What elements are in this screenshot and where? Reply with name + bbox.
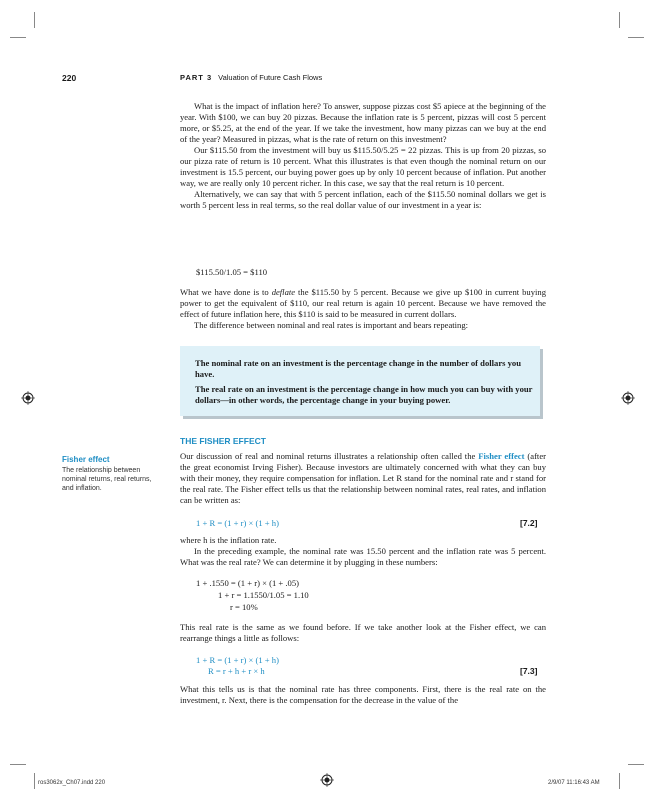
- part-label: PART 3: [180, 73, 213, 82]
- part-title: Valuation of Future Cash Flows: [218, 73, 323, 82]
- paragraph: This real rate is the same as we found before. If we take another look at the Fisher effect, we can rearrange things a little as follows:: [180, 622, 546, 643]
- key-term: Fisher effect: [478, 451, 525, 461]
- registration-mark-icon: [21, 391, 35, 405]
- equation-7-3b: R = r + h + r × h: [208, 666, 265, 676]
- file-slug: ros3062x_Ch07.indd 220: [38, 780, 106, 786]
- paragraph: The difference between nominal and real rates is important and bears repeating:: [194, 320, 469, 330]
- equation-7-3a: 1 + R = (1 + r) × (1 + h): [196, 655, 279, 665]
- body-text-bottom: [180, 684, 546, 706]
- crop-mark: [10, 764, 26, 765]
- page-number: 220: [62, 73, 77, 83]
- callout-box: [180, 346, 540, 416]
- crop-mark: [628, 764, 644, 765]
- equation-number: [7.2]: [520, 518, 538, 528]
- deflate-equation: $115.50/1.05 = $110: [196, 267, 268, 277]
- paragraph: In the preceding example, the nominal rate was 15.50 percent and the inflation rate was 5 percent. What was the real rate? We can determine it by plugging in these numbers:: [180, 546, 546, 567]
- emphasis: deflate: [271, 287, 296, 297]
- registration-mark-icon: [621, 391, 635, 405]
- callout-line: The real rate on an investment is the percentage change in how much you can buy with your dollars—in other words, the percentage change in your buying power.: [195, 384, 533, 405]
- body-text-top: [180, 101, 546, 211]
- crop-mark: [619, 12, 620, 28]
- equation-7-2: 1 + R = (1 + r) × (1 + h): [196, 518, 279, 528]
- paragraph: What is the impact of inflation here? To answer, suppose pizzas cost $5 apiece at the beginning of the year. With $100, we can buy 20 pizzas. Because the inflation rate is 5 percent, pizzas will cost 5 percent more, or $5.25, at the end of the year. If we take the investment, how many pizzas can we buy at the end of the year? Measured in pizzas, what is the rate of return on this investment?: [180, 101, 546, 144]
- sidebar-definition: The relationship between nominal returns, real returns, and inflation.: [62, 467, 152, 492]
- crop-mark: [619, 773, 620, 789]
- calc-line: 1 + r = 1.1550/1.05 = 1.10: [218, 590, 309, 600]
- paragraph: where h is the inflation rate.: [180, 535, 277, 545]
- fisher-paragraph: [180, 451, 546, 506]
- section-title: THE FISHER EFFECT: [180, 436, 266, 446]
- crop-mark: [34, 773, 35, 789]
- paragraph: What we have done is to deflate the $115.50 by 5 percent. Because we give up $100 in current buying power to get the equivalent of $110, our real return is again 10 percent. Because we have removed the effect of future inflation here, this $110 is said to be measured in current dollars.: [180, 287, 546, 319]
- crop-mark: [34, 12, 35, 28]
- body-text-lower: [180, 535, 546, 568]
- body-text-para7: [180, 622, 546, 644]
- crop-mark: [10, 37, 26, 38]
- paragraph: Our $115.50 from the investment will buy us $115.50/5.25 = 22 pizzas. This is up from 20 pizzas, so our pizza rate of return is 10 percent. What this illustrates is that even though the nominal return on our investment is 15.5 percent, our buying power goes up by only 10 percent because of inflation. Put another way, we are really only 10 percent richer. In this case, we say that the real return is 10 percent.: [180, 145, 546, 188]
- calc-line: r = 10%: [230, 602, 258, 612]
- sidebar-term: Fisher effect: [62, 455, 110, 464]
- paragraph: Alternatively, we can say that with 5 percent inflation, each of the $115.50 nominal dollars we get is worth 5 percent less in real terms, so the real dollar value of our investment in a year is:: [180, 189, 546, 210]
- paragraph: Our discussion of real and nominal returns illustrates a relationship often called the Fisher effect (after the great economist Irving Fisher). Because investors are ultimately concerned with what they can buy with their money, they require compensation for inflation. Let R stand for the nominal rate and r stand for the real rate. The Fisher effect tells us that the relationship between nominal rates, real rates, and inflation can be written as:: [180, 451, 546, 505]
- body-text-mid: [180, 287, 546, 331]
- date-slug: 2/9/07 11:16:43 AM: [548, 780, 600, 786]
- paragraph: What this tells us is that the nominal rate has three components. First, there is the real rate on the investment, r. Next, there is the compensation for the decrease in the value of the: [180, 684, 546, 705]
- calc-line: 1 + .1550 = (1 + r) × (1 + .05): [196, 578, 299, 588]
- registration-mark-icon: [320, 773, 334, 787]
- equation-number: [7.3]: [520, 666, 538, 676]
- crop-mark: [628, 37, 644, 38]
- running-header: [180, 73, 322, 82]
- callout-line: The nominal rate on an investment is the percentage change in the number of dollars you have.: [195, 358, 522, 379]
